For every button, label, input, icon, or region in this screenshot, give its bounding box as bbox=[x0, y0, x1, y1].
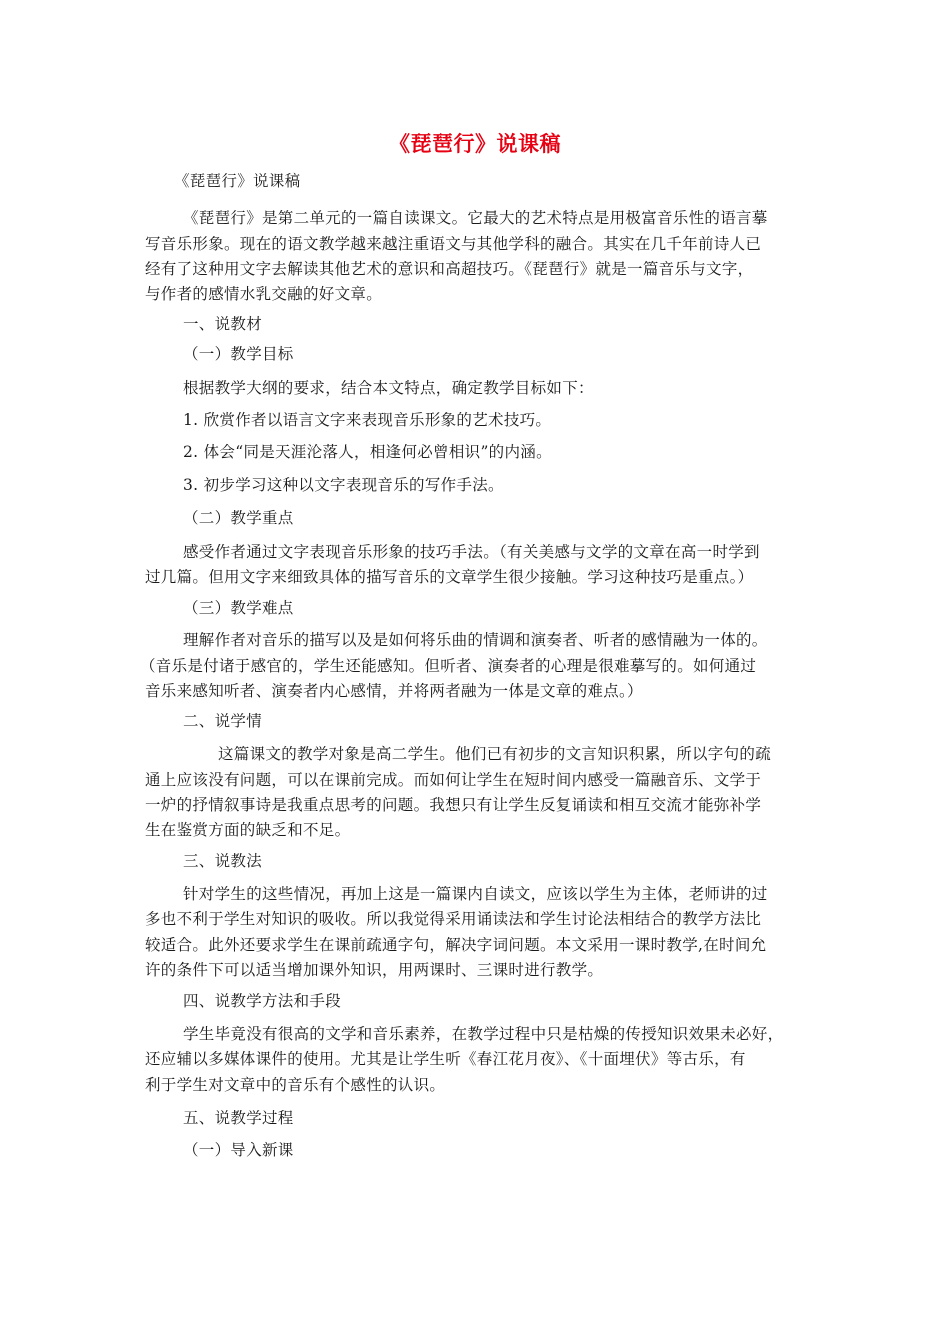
intro-line: 经有了这种用文字去解读其他艺术的意识和高超技巧。《琵琶行》就是一篇音乐与文字， bbox=[145, 260, 754, 278]
intro-line: 与作者的感情水乳交融的好文章。 bbox=[145, 285, 383, 303]
paragraph-line: 感受作者通过文字表现音乐形象的技巧手法。（有关美感与文学的文章在高一时学到 bbox=[183, 543, 760, 561]
paragraph-line: 音乐来感知听者、演奏者内心感情，并将两者融为一体是文章的难点。） bbox=[145, 682, 643, 700]
intro-line: 写音乐形象。现在的语文教学越来越注重语文与其他学科的融合。其实在几千年前诗人已 bbox=[145, 235, 762, 253]
paragraph-line: 许的条件下可以适当增加课外知识，用两课时、三课时进行教学。 bbox=[145, 961, 604, 979]
paragraph-line: 这篇课文的教学对象是高二学生。他们已有初步的文言知识积累，所以字句的疏 bbox=[218, 745, 772, 763]
paragraph-line: 针对学生的这些情况，再加上这是一篇课内自读文，应该以学生为主体，老师讲的过 bbox=[183, 885, 768, 903]
document-subtitle: 《琵琶行》说课稿 bbox=[174, 172, 301, 190]
paragraph-line: 还应辅以多媒体课件的使用。尤其是让学生听《春江花月夜》、《十面埋伏》等古乐，有 bbox=[145, 1050, 746, 1068]
list-item: 3. 初步学习这种以文字表现音乐的写作手法。 bbox=[183, 476, 504, 494]
subsection-heading: （一）教学目标 bbox=[183, 345, 294, 363]
paragraph-line: 生在鉴赏方面的缺乏和不足。 bbox=[145, 821, 351, 839]
subsection-heading: （三）教学难点 bbox=[183, 599, 294, 617]
section-heading: 一、说教材 bbox=[183, 315, 263, 333]
subsection-heading: （一）导入新课 bbox=[183, 1141, 294, 1159]
subsection-heading: （二）教学重点 bbox=[183, 509, 294, 527]
list-item: 1. 欣赏作者以语言文字来表现音乐形象的艺术技巧。 bbox=[183, 411, 552, 429]
paragraph-line: 利于学生对文章中的音乐有个感性的认识。 bbox=[145, 1076, 446, 1094]
paragraph-line: 较适合。此外还要求学生在课前疏通字句，解决字词问题。本文采用一课时教学,在时间允 bbox=[145, 936, 767, 954]
section-heading: 五、说教学过程 bbox=[183, 1109, 294, 1127]
paragraph-line: 根据教学大纲的要求，结合本文特点，确定教学目标如下： bbox=[183, 379, 594, 397]
paragraph-line: 通上应该没有问题，可以在课前完成。而如何让学生在短时间内感受一篇融音乐、文学于 bbox=[145, 771, 762, 789]
section-heading: 三、说教法 bbox=[183, 852, 263, 870]
list-item: 2. 体会“同是天涯沦落人，相逢何必曾相识”的内涵。 bbox=[183, 443, 552, 461]
paragraph-line: 学生毕竟没有很高的文学和音乐素养，在教学过程中只是枯燥的传授知识效果未必好， bbox=[183, 1025, 784, 1043]
section-heading: 四、说教学方法和手段 bbox=[183, 992, 342, 1010]
paragraph-line: （音乐是付诸于感官的，学生还能感知。但听者、演奏者的心理是很难摹写的。如何通过 bbox=[140, 657, 757, 675]
paragraph-line: 理解作者对音乐的描写以及是如何将乐曲的情调和演奏者、听者的感情融为一体的。 bbox=[183, 631, 768, 649]
intro-line: 《琵琶行》是第二单元的一篇自读课文。它最大的艺术特点是用极富音乐性的语言摹 bbox=[183, 209, 768, 227]
paragraph-line: 多也不利于学生对知识的吸收。所以我觉得采用诵读法和学生讨论法相结合的教学方法比 bbox=[145, 910, 762, 928]
document-title: 《琵琶行》说课稿 bbox=[389, 132, 561, 156]
paragraph-line: 过几篇。但用文字来细致具体的描写音乐的文章学生很少接触。学习这种技巧是重点。） bbox=[145, 568, 754, 586]
paragraph-line: 一炉的抒情叙事诗是我重点思考的问题。我想只有让学生反复诵读和相互交流才能弥补学 bbox=[145, 796, 762, 814]
section-heading: 二、说学情 bbox=[183, 712, 263, 730]
